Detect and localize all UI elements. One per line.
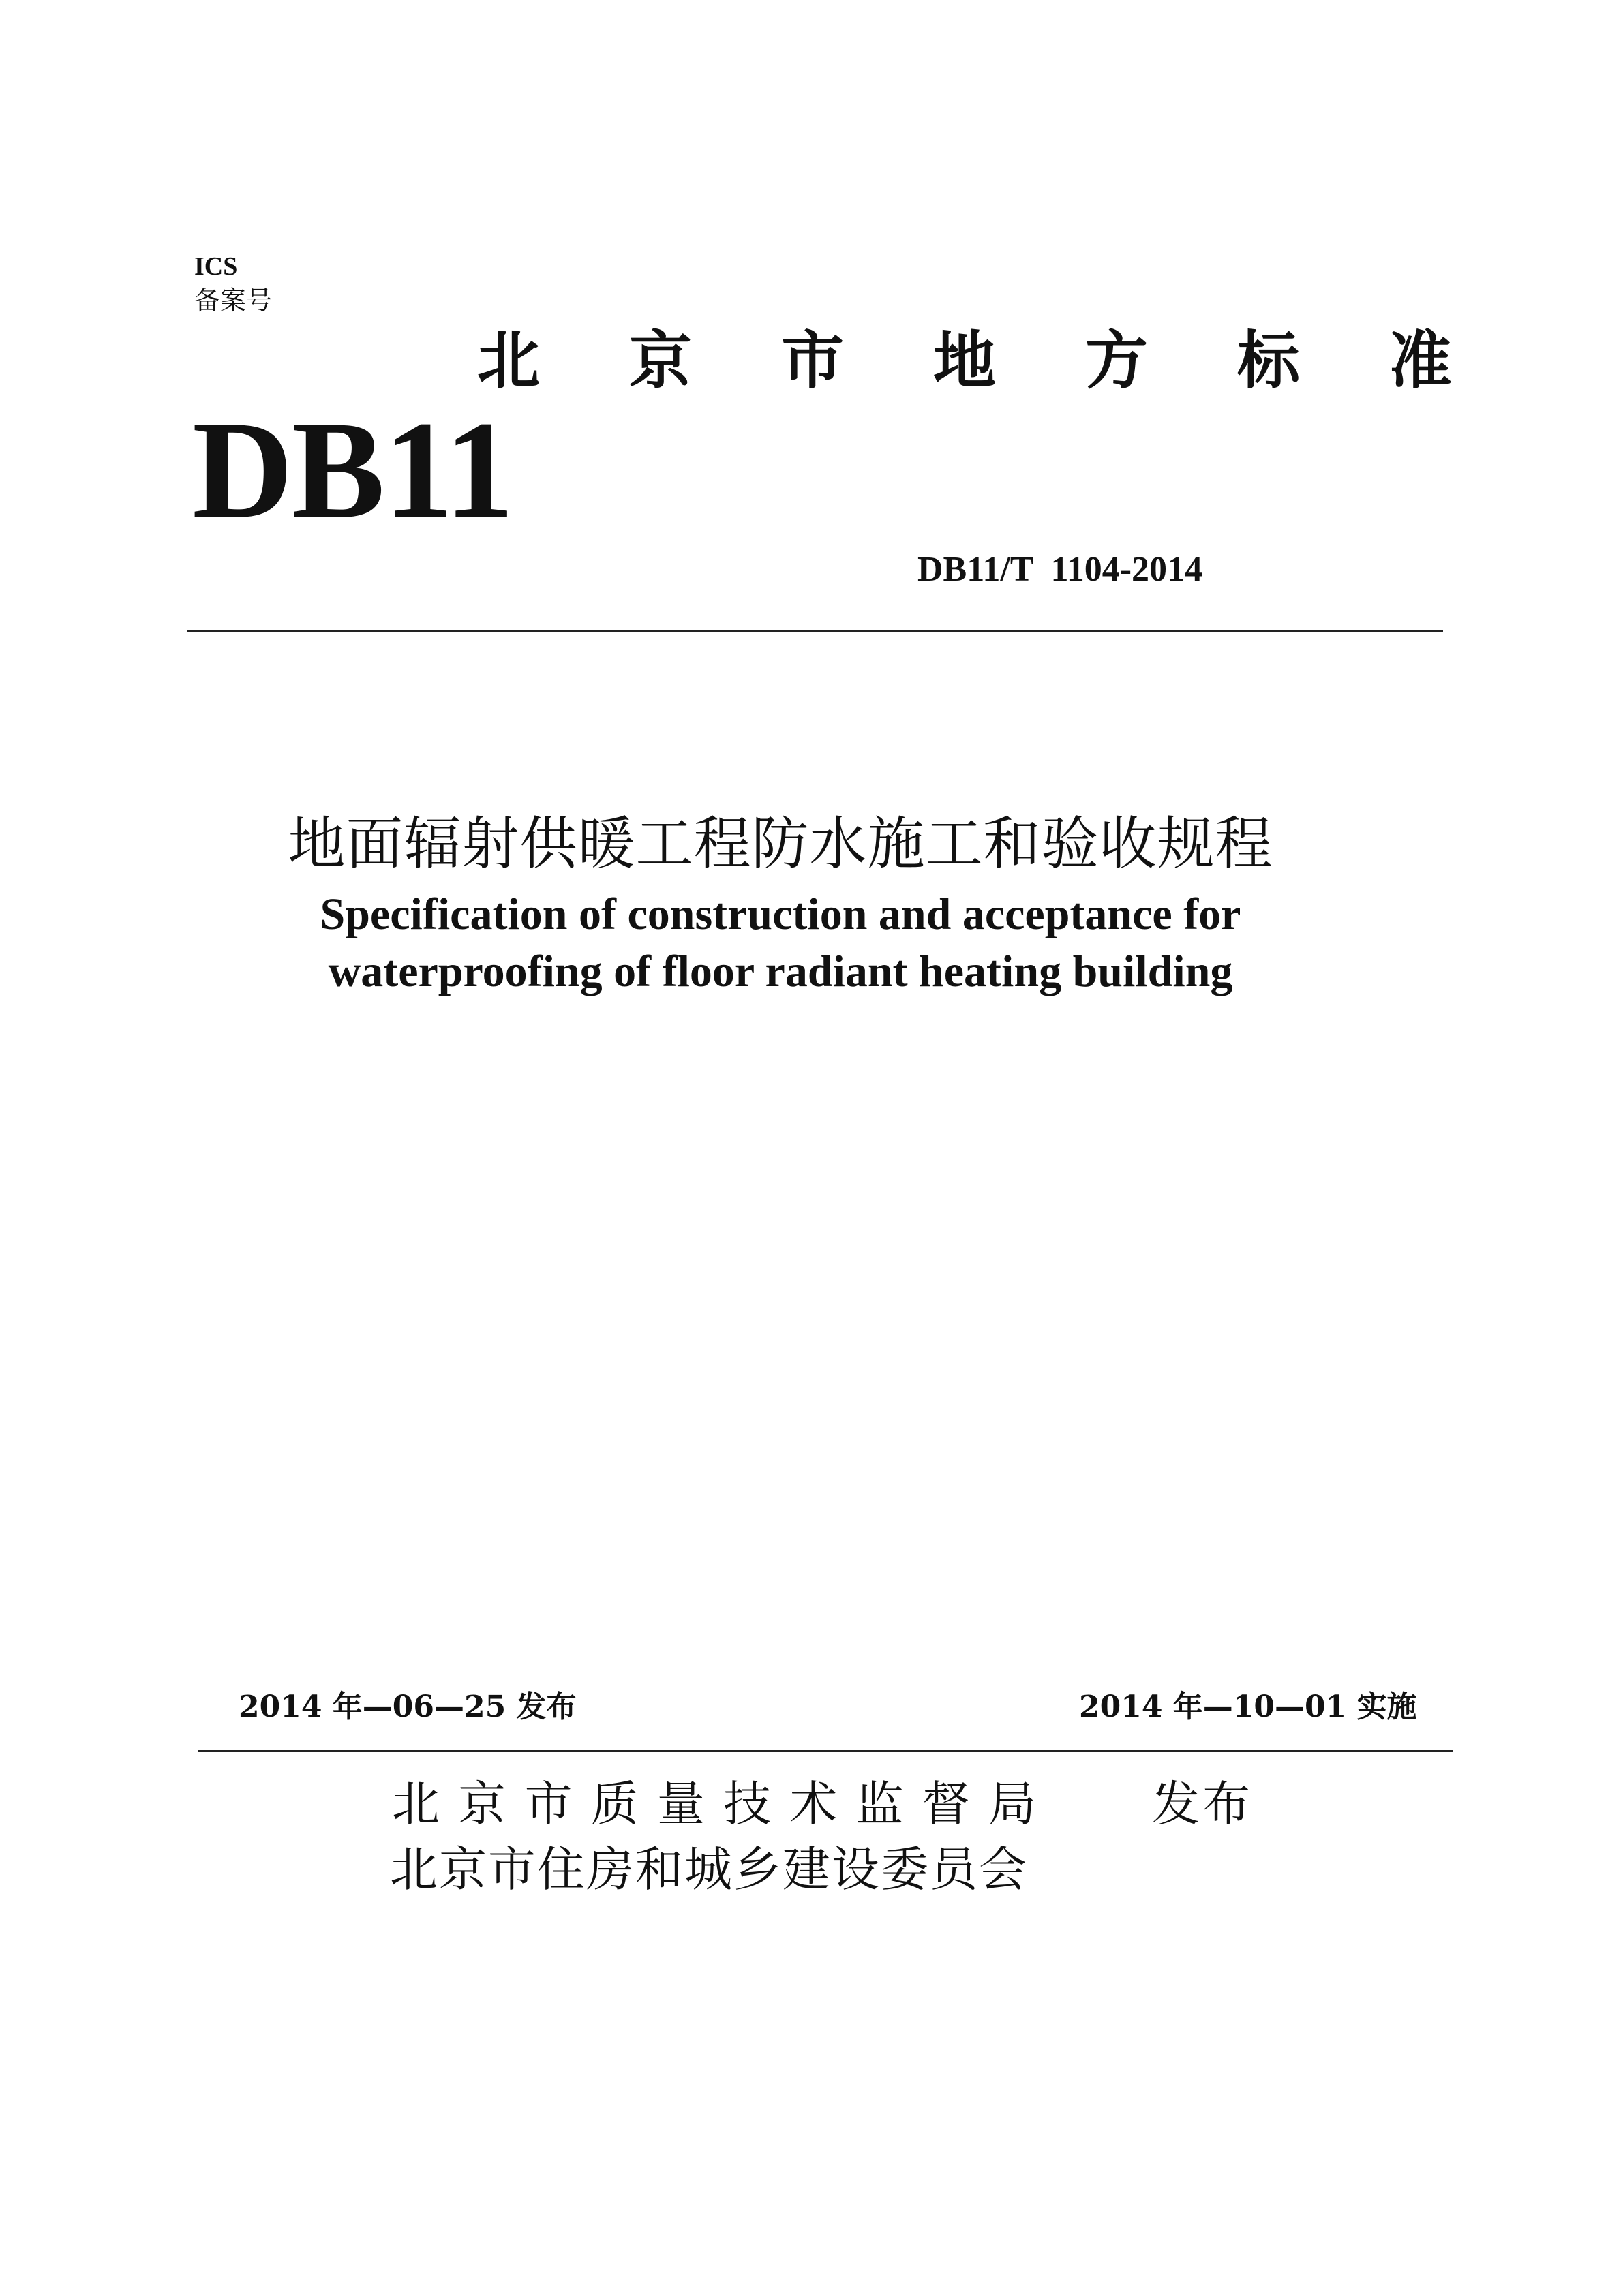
standard-type-char: 标 [1237, 324, 1300, 397]
standard-type-char: 市 [780, 324, 844, 397]
issuer-char: 质 [590, 1776, 639, 1832]
issuer-char: 术 [789, 1776, 838, 1832]
issuer-char: 北 [392, 1776, 440, 1832]
issuer-char: 量 [656, 1776, 705, 1832]
chinese-title: 地面辐射供暖工程防水施工和验收规程 [288, 810, 1273, 877]
standard-type-char: 京 [628, 324, 692, 397]
standard-type-heading [477, 324, 1452, 399]
english-title-line: waterproofing of floor radiant heating building [328, 947, 1233, 996]
standard-type-char: 准 [1389, 324, 1452, 397]
standard-type-char: 地 [932, 324, 996, 397]
english-title-line: Specification of construction and acceptance for [320, 889, 1241, 939]
top-divider [187, 630, 1443, 632]
publish-label: 发布 [1152, 1776, 1253, 1832]
issuer-char: 督 [922, 1776, 970, 1832]
issuer-quality-bureau [392, 1775, 1036, 1833]
english-title [0, 886, 1561, 1000]
standard-number: DB11/T 1104-2014 [917, 550, 1203, 589]
standard-code: DB11 [192, 393, 513, 547]
ics-label: ICS [194, 252, 238, 281]
issuer-char: 监 [855, 1776, 904, 1832]
implementation-date: 2014 年—10—01 实施 [1079, 1689, 1417, 1724]
issue-date: 2014 年—06—25 发布 [239, 1689, 577, 1724]
issuer-char: 京 [458, 1776, 506, 1832]
issuer-housing-commission: 北京市住房和城乡建设委员会 [390, 1841, 1028, 1897]
issuer-char: 市 [524, 1776, 573, 1832]
issuer-char: 技 [723, 1776, 772, 1832]
standard-type-char: 北 [477, 324, 541, 397]
issuer-char: 局 [988, 1776, 1036, 1832]
bottom-divider [198, 1750, 1453, 1752]
standard-type-char: 方 [1084, 324, 1148, 397]
filing-number-label: 备案号 [194, 286, 273, 316]
